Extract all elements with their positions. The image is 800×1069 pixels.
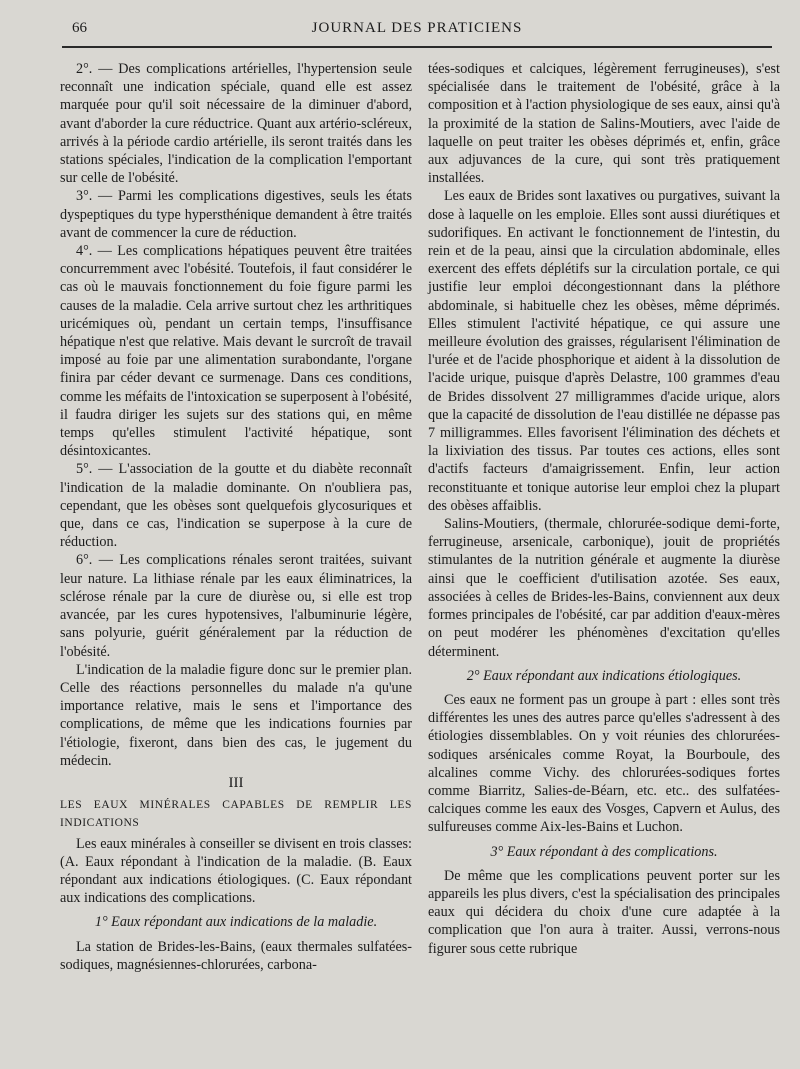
section-title: LES EAUX MINÉRALES CAPABLES DE REMPLIR LES INDICATIONS [60,799,412,830]
subheading: 1° Eaux répondant aux indications de la maladie. [94,914,378,931]
paragraph: 4°. — Les complications hépatiques peuvent être traitées concurremment avec l'obésité. Toutefois, il faut considérer le cas où le mauvais fonctionnement du foie figure parmi les causes de la maladie. Cela arrive surtout chez les arthritiques uricémiques où, pendant un certain temps, l'insuffisance hépatique n'est que relative. Mais devant le surcroît de travail imposé au foie par une alimentation surabondante, l'organe finira par céder devant ce surmenage. Dans ces conditions, comme les méfaits de l'intoxication se superposent à l'obésité, il faudra diriger les sujets sur des stations qui, en même temps qu'elles stimulent l'activité hépatique, sont désintoxicantes. [60,243,412,460]
paragraph: 2°. — Des complications artérielles, l'hypertension seule reconnaît une indication spéciale, quand elle est assez marquée pour qu'il soit nécessaire de la diminuer d'abord, avant d'aborder la cure réductrice. Quant aux artério-scléreux, arrivés à la période cardio artérielle, ils seront traités dans les stations spéciales, l'indication de la complication l'emportant sur celle de l'obésité. [60,61,412,187]
left-column [60,60,412,974]
paragraph: Les eaux de Brides sont laxatives ou purgatives, suivant la dose à laquelle on les emploie. Elles sont aussi diurétiques et sudorifiques. En activant le fonctionnement de l'intestin, du rein et de la peau, ainsi que la circulation abdominale, elles exercent des effets déplétifs sur la circulation portale, ce qui justifie leur emploi décongestionnant dans la pléthore abdominale, si habituelle chez les obèses, même déprimés. Elles stimulent l'activité hépatique, ce qui assure une meilleure évolution des graisses, régularisent l'élimination de l'urée et de l'acide phosphorique et aident à la dissolution de l'acide urique, puisque d'après Delastre, 100 grammes d'eau de Brides dissolvent 27 milligrammes d'acide urique, alors que la capacité de dissolution de l'eau distillée ne dépasse pas 7 milligrammes. Elles favorisent l'élimination des déchets et la lixiviation des tissus. Par toutes ces actions, elles sont d'actifs facteurs d'amaigrissement. Enfin, leur action reconstituante et tonique autorise leur emploi chez la plupart des obèses affaiblis. [428,188,780,514]
paragraph: De même que les complications peuvent porter sur les appareils les plus divers, c'est la spécialisation des principales eaux qui décidera du choix d'une cure adaptée à la complication que l'on aura à traiter. Aussi, verrons-nous figurer sous cette rubrique [428,867,780,957]
paragraph: Ces eaux ne forment pas un groupe à part : elles sont très différentes les unes des autres parce qu'elles s'adressent à des étiologies dissemblables. On y voit réunies des chlorurées-sodiques arsénicales comme Royat, la Bourboule, des alcalines comme Vichy. des chlorurées-sodiques fortes comme Biarritz, Salies-de-Béarn, etc. etc.. des sulfatées-calciques comme les eaux des Vosges, Capvern et Aulus, des sulfureuses comme Aix-les-Bains et Luchon. [428,691,780,836]
subheading: 2° Eaux répondant aux indications étiologiques. [466,667,742,684]
section-number: III [228,774,244,791]
right-column [428,60,780,958]
paragraph: L'indication de la maladie figure donc sur le premier plan. Celle des réactions personnelles du malade n'a qu'une importance relative, mais le sens et l'importance des complications, de même que les indications fournies par l'étiologie, fixeront, dans bien des cas, le jugement du médecin. [60,661,412,769]
running-title: JOURNAL DES PRATICIENS [311,20,523,36]
paragraph: La station de Brides-les-Bains, (eaux thermales sulfatées-sodiques, magnésiennes-chlorurées, carbona- [60,938,412,973]
header-rule [62,46,772,48]
page-number: 66 [72,20,87,36]
paragraph: 3°. — Parmi les complications digestives, seuls les états dyspeptiques du type hypersthénique demandent à être traités avant de commencer la cure de réduction. [60,188,412,241]
paragraph: 6°. — Les complications rénales seront traitées, suivant leur nature. La lithiase rénale par les eaux éliminatrices, la sclérose rénale par la cure de diurèse ou, si elle est trop avancée, par les cures hypotensives, l'albuminurie légère, sans polyurie, guérit généralement par la réduction de l'obésité. [60,552,412,660]
paragraph: 5°. — L'association de la goutte et du diabète reconnaît l'indication de la maladie dominante. On n'oubliera pas, cependant, que les obèses sont quelquefois glycosuriques et que, dans ce cas, l'indication se superpose à la cure de réduction. [60,461,412,551]
paragraph: Salins-Moutiers, (thermale, chlorurée-sodique demi-forte, ferrugineuse, arsenicale, carbonique), jouit de propriétés stimulantes de la nutrition générale et augmente la diurèse ainsi que le coefficient d'utilisation azotée. Ses eaux, associées à celles de Brides-les-Bains, conviennent aux deux formes principales de l'obésité, car par addition d'eaux-mères on peut modérer les phénomènes d'excitation qu'elles déterminent. [428,516,780,660]
paragraph: tées-sodiques et calciques, légèrement ferrugineuses), s'est spécialisée dans le traitement de l'obésité, grâce à la composition et à l'action physiologique de ses eaux, ainsi qu'à la proximité de la station de Salins-Moutiers, avec l'aide de laquelle on peut traiter les obèses déprimés et, enfin, grâce aux adjuvances de la cure, qui sont très pratiquement installées. [428,61,780,187]
paragraph: Les eaux minérales à conseiller se divisent en trois classes: (A. Eaux répondant à l'indication de la maladie. (B. Eaux répondant aux indications étiologiques. (C. Eaux répondant aux indications des complications. [60,835,412,907]
subheading: 3° Eaux répondant à des complications. [490,843,718,860]
